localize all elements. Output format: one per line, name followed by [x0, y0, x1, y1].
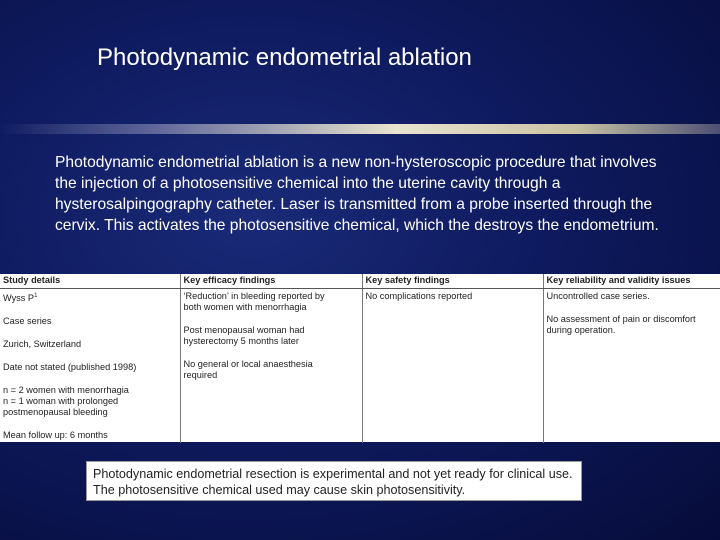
cell-safety	[362, 289, 543, 444]
study-author: Wyss P	[3, 293, 35, 304]
study-n-line3: postmenopausal bleeding	[3, 407, 108, 418]
reliability-line2: No assessment of pain or discomfort	[546, 314, 696, 324]
table-header-row	[0, 274, 720, 289]
study-followup: Mean follow up: 6 months	[3, 430, 108, 441]
cell-study-details	[0, 289, 180, 444]
slide-title: Photodynamic endometrial ablation	[97, 44, 472, 71]
findings-table	[0, 274, 720, 443]
conclusion-box: Photodynamic endometrial resection is experimental and not yet ready for clinical use. The photosensitive chemical used may cause skin photosensitivity.	[86, 461, 582, 501]
efficacy-line4: hysterectomy 5 months later	[183, 336, 299, 346]
study-design: Case series	[3, 316, 52, 327]
header-efficacy: Key efficacy findings	[180, 274, 362, 289]
efficacy-line5: No general or local anaesthesia	[183, 359, 313, 369]
cell-efficacy	[180, 289, 362, 444]
reliability-line3: during operation.	[546, 325, 616, 335]
study-author-line	[3, 291, 177, 304]
header-study-details: Study details	[0, 274, 180, 289]
study-location: Zurich, Switzerland	[3, 339, 82, 350]
efficacy-line3: Post menopausal woman had	[183, 325, 305, 335]
study-date: Date not stated (published 1998)	[3, 362, 137, 373]
efficacy-line1: ‘Reduction’ in bleeding reported by	[183, 291, 325, 301]
study-n-line2: n = 1 woman with prolonged	[3, 396, 119, 407]
study-n-line1: n = 2 women with menorrhagia	[3, 385, 129, 396]
table-row	[0, 289, 720, 444]
safety-line1: No complications reported	[365, 291, 473, 301]
efficacy-line6: required	[183, 370, 218, 380]
cell-reliability	[543, 289, 720, 444]
header-reliability: Key reliability and validity issues	[543, 274, 720, 289]
findings-table-container	[0, 274, 720, 442]
title-divider	[0, 124, 720, 134]
slide-body-text: Photodynamic endometrial ablation is a new non-hysteroscopic procedure that involves the injection of a photosensitive chemical into the uterine cavity through a hysterosalpingography catheter. Laser is transmitted from a probe inserted through the cervix. This activates the photosensitive chemical, which the destroys the endometrium.	[55, 154, 659, 234]
header-safety: Key safety findings	[362, 274, 543, 289]
reliability-line1: Uncontrolled case series.	[546, 291, 650, 301]
efficacy-line2: both women with menorrhagia	[183, 302, 307, 312]
study-author-ref: 1	[34, 293, 38, 299]
